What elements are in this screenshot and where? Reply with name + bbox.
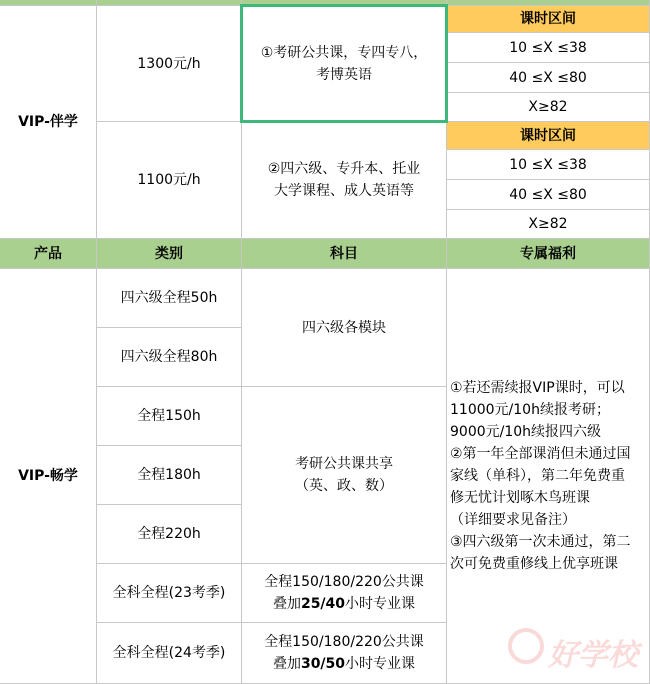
category-cell[interactable] [97, 564, 242, 623]
subject-cell-23[interactable] [242, 564, 447, 623]
benefit-line: ③四六级第一次未通过，第二 [450, 534, 631, 550]
range-cell[interactable] [447, 93, 650, 122]
category-label: 全程180h [137, 467, 201, 483]
subject-line [273, 593, 415, 615]
benefit-line: ②第一年全部课消但未通过国 [450, 446, 631, 462]
header-label: 专属福利 [520, 245, 576, 262]
product-cell-changxue[interactable] [0, 269, 97, 684]
range-label: 40 ≤X ≤80 [509, 69, 587, 86]
subject-cell-kaoyan[interactable] [242, 387, 447, 564]
subject-prefix: 叠加 [272, 656, 301, 672]
subject-line: 全程150/180/220公共课 [264, 574, 424, 590]
range-label: X≥82 [528, 216, 568, 232]
category-label: 全程150h [137, 408, 201, 424]
benefit-line: 家线（单科），第二年免费重 [450, 468, 625, 484]
subject-line: 考博英语 [316, 66, 372, 83]
range-cell[interactable] [447, 63, 650, 93]
range-label: 40 ≤X ≤80 [509, 186, 587, 203]
benefit-line: （详细要求见备注） [450, 512, 576, 528]
range-label: 10 ≤X ≤38 [509, 156, 587, 173]
header-label: 科目 [330, 245, 358, 262]
product-label: VIP-伴学 [18, 114, 78, 130]
category-cell[interactable] [97, 328, 242, 387]
subject-suffix: 小时专业课 [345, 596, 416, 612]
watermark-logo-icon [508, 628, 544, 664]
category-label: 四六级全程50h [120, 290, 218, 306]
subject-line: 考研公共课共享 [295, 456, 393, 472]
header-label: 类别 [155, 245, 183, 262]
price-label: 1300元/h [137, 55, 201, 72]
price-label: 1100元/h [137, 172, 201, 188]
header-category[interactable] [97, 239, 242, 269]
benefit-line: 次可免费重修线上优享班课 [450, 556, 618, 572]
category-cell[interactable] [97, 387, 242, 446]
subject-prefix: 叠加 [272, 596, 301, 612]
price-cell-1300[interactable] [97, 6, 242, 122]
subject-cell-cet[interactable] [242, 269, 447, 387]
category-label: 全程220h [137, 526, 201, 542]
subject-line: 全程150/180/220公共课 [264, 634, 424, 650]
subject-hours: 30/50 [300, 656, 346, 672]
product-cell-banxue[interactable] [0, 6, 97, 239]
category-cell[interactable] [97, 505, 242, 564]
range-header-label: 课时区间 [520, 127, 576, 144]
category-cell[interactable] [97, 446, 242, 505]
subject-line: 大学课程、成人英语等 [274, 183, 414, 199]
benefit-line: 11000元/10h续报考研； [450, 402, 610, 418]
benefit-line: ①若还需续报VIP课时，可以 [450, 380, 625, 396]
benefits-cell[interactable] [447, 269, 650, 684]
subject-cell[interactable] [242, 122, 447, 239]
subject-cell-24[interactable] [242, 623, 447, 684]
subject-suffix: 小时专业课 [345, 656, 416, 672]
subject-hours: 25/40 [300, 596, 346, 612]
product-label: VIP-畅学 [18, 468, 78, 484]
subject-cell-selected[interactable] [240, 4, 448, 123]
benefit-line: 修无忧计划啄木鸟班课 [450, 490, 590, 506]
price-cell-1100[interactable] [97, 122, 242, 239]
range-header-label: 课时区间 [520, 11, 576, 27]
category-cell[interactable] [97, 269, 242, 328]
subject-line [273, 653, 415, 675]
header-benefits[interactable] [447, 239, 650, 269]
watermark: 好学校 [548, 638, 638, 673]
category-label: 四六级全程80h [120, 349, 218, 365]
range-cell[interactable] [447, 33, 650, 63]
subject-line: ②四六级、专升本、托业 [267, 161, 421, 177]
range-cell[interactable] [447, 180, 650, 210]
range-cell[interactable] [447, 210, 650, 239]
subject-line: （英、政、数） [295, 478, 393, 494]
subject-line: ①考研公共课，专四专八， [260, 44, 428, 61]
category-label: 全科全程(23考季) [112, 585, 226, 601]
range-header-cell[interactable] [447, 6, 650, 33]
header-label: 产品 [34, 245, 62, 262]
range-label: 10 ≤X ≤38 [509, 39, 587, 56]
header-product[interactable] [0, 239, 97, 269]
range-label: X≥82 [528, 99, 568, 115]
header-subject[interactable] [242, 239, 447, 269]
range-header-cell[interactable] [447, 122, 650, 150]
range-cell[interactable] [447, 150, 650, 180]
category-label: 全科全程(24考季) [112, 645, 226, 661]
benefit-line: 9000元/10h续报四六级 [450, 424, 602, 440]
subject-label: 四六级各模块 [302, 319, 386, 336]
category-cell[interactable] [97, 623, 242, 684]
